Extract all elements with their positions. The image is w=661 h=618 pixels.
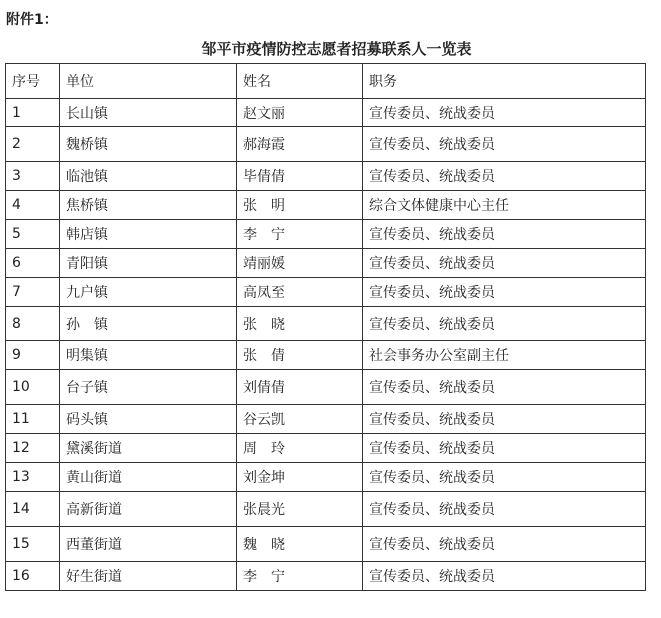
table-row xyxy=(6,492,646,527)
cell-name: 毕倩倩 xyxy=(237,162,363,191)
cell-number: 2 xyxy=(6,127,60,162)
table-row xyxy=(6,278,646,307)
cell-unit: 明集镇 xyxy=(60,341,237,370)
cell-position: 宣传委员、统战委员 xyxy=(363,162,646,191)
cell-name: 郝海霞 xyxy=(237,127,363,162)
cell-unit: 好生街道 xyxy=(60,562,237,591)
cell-number: 6 xyxy=(6,249,60,278)
cell-name: 张晨光 xyxy=(237,492,363,527)
cell-number: 12 xyxy=(6,434,60,463)
cell-name: 张 倩 xyxy=(237,341,363,370)
table-row xyxy=(6,463,646,492)
table-row xyxy=(6,562,646,591)
cell-unit: 焦桥镇 xyxy=(60,191,237,220)
cell-unit: 长山镇 xyxy=(60,99,237,127)
cell-number: 10 xyxy=(6,370,60,405)
cell-unit: 高新街道 xyxy=(60,492,237,527)
cell-number: 14 xyxy=(6,492,60,527)
cell-unit: 黛溪街道 xyxy=(60,434,237,463)
header-name: 姓名 xyxy=(237,64,363,99)
cell-name: 赵文丽 xyxy=(237,99,363,127)
cell-number: 3 xyxy=(6,162,60,191)
cell-name: 张 晓 xyxy=(237,307,363,341)
table-row xyxy=(6,405,646,434)
header-number: 序号 xyxy=(6,64,60,99)
cell-name: 魏 晓 xyxy=(237,527,363,562)
cell-name: 高凤至 xyxy=(237,278,363,307)
cell-position: 宣传委员、统战委员 xyxy=(363,307,646,341)
header-position: 职务 xyxy=(363,64,646,99)
attachment-label: 附件1： xyxy=(6,12,58,28)
cell-number: 8 xyxy=(6,307,60,341)
cell-unit: 孙 镇 xyxy=(60,307,237,341)
cell-name: 周 玲 xyxy=(237,434,363,463)
header-unit: 单位 xyxy=(60,64,237,99)
table-row xyxy=(6,341,646,370)
cell-unit: 台子镇 xyxy=(60,370,237,405)
cell-name: 谷云凯 xyxy=(237,405,363,434)
cell-position: 宣传委员、统战委员 xyxy=(363,249,646,278)
cell-number: 5 xyxy=(6,220,60,249)
cell-name: 张 明 xyxy=(237,191,363,220)
cell-unit: 临池镇 xyxy=(60,162,237,191)
cell-position: 宣传委员、统战委员 xyxy=(363,127,646,162)
cell-number: 1 xyxy=(6,99,60,127)
table-header-row xyxy=(6,64,646,99)
cell-name: 刘金坤 xyxy=(237,463,363,492)
cell-unit: 黄山街道 xyxy=(60,463,237,492)
cell-position: 宣传委员、统战委员 xyxy=(363,99,646,127)
cell-position: 宣传委员、统战委员 xyxy=(363,278,646,307)
cell-number: 15 xyxy=(6,527,60,562)
cell-number: 4 xyxy=(6,191,60,220)
cell-position: 宣传委员、统战委员 xyxy=(363,492,646,527)
page-title: 邹平市疫情防控志愿者招募联系人一览表 xyxy=(201,40,472,58)
cell-unit: 韩店镇 xyxy=(60,220,237,249)
cell-unit: 九户镇 xyxy=(60,278,237,307)
table-row xyxy=(6,249,646,278)
table-row xyxy=(6,99,646,127)
table-row xyxy=(6,127,646,162)
cell-position: 宣传委员、统战委员 xyxy=(363,463,646,492)
cell-number: 11 xyxy=(6,405,60,434)
cell-position: 宣传委员、统战委员 xyxy=(363,527,646,562)
table-row xyxy=(6,370,646,405)
cell-number: 9 xyxy=(6,341,60,370)
table-row xyxy=(6,220,646,249)
cell-position: 宣传委员、统战委员 xyxy=(363,370,646,405)
table-row xyxy=(6,162,646,191)
cell-name: 李 宁 xyxy=(237,562,363,591)
cell-name: 刘倩倩 xyxy=(237,370,363,405)
cell-position: 社会事务办公室副主任 xyxy=(363,341,646,370)
contact-table xyxy=(5,63,646,591)
cell-name: 靖丽媛 xyxy=(237,249,363,278)
cell-name: 李 宁 xyxy=(237,220,363,249)
table-row xyxy=(6,434,646,463)
cell-unit: 西董街道 xyxy=(60,527,237,562)
cell-number: 13 xyxy=(6,463,60,492)
cell-unit: 码头镇 xyxy=(60,405,237,434)
cell-position: 宣传委员、统战委员 xyxy=(363,434,646,463)
table-row xyxy=(6,191,646,220)
cell-position: 综合文体健康中心主任 xyxy=(363,191,646,220)
cell-position: 宣传委员、统战委员 xyxy=(363,220,646,249)
table-row xyxy=(6,307,646,341)
table-row xyxy=(6,527,646,562)
cell-position: 宣传委员、统战委员 xyxy=(363,562,646,591)
cell-unit: 青阳镇 xyxy=(60,249,237,278)
cell-unit: 魏桥镇 xyxy=(60,127,237,162)
cell-number: 16 xyxy=(6,562,60,591)
cell-position: 宣传委员、统战委员 xyxy=(363,405,646,434)
cell-number: 7 xyxy=(6,278,60,307)
